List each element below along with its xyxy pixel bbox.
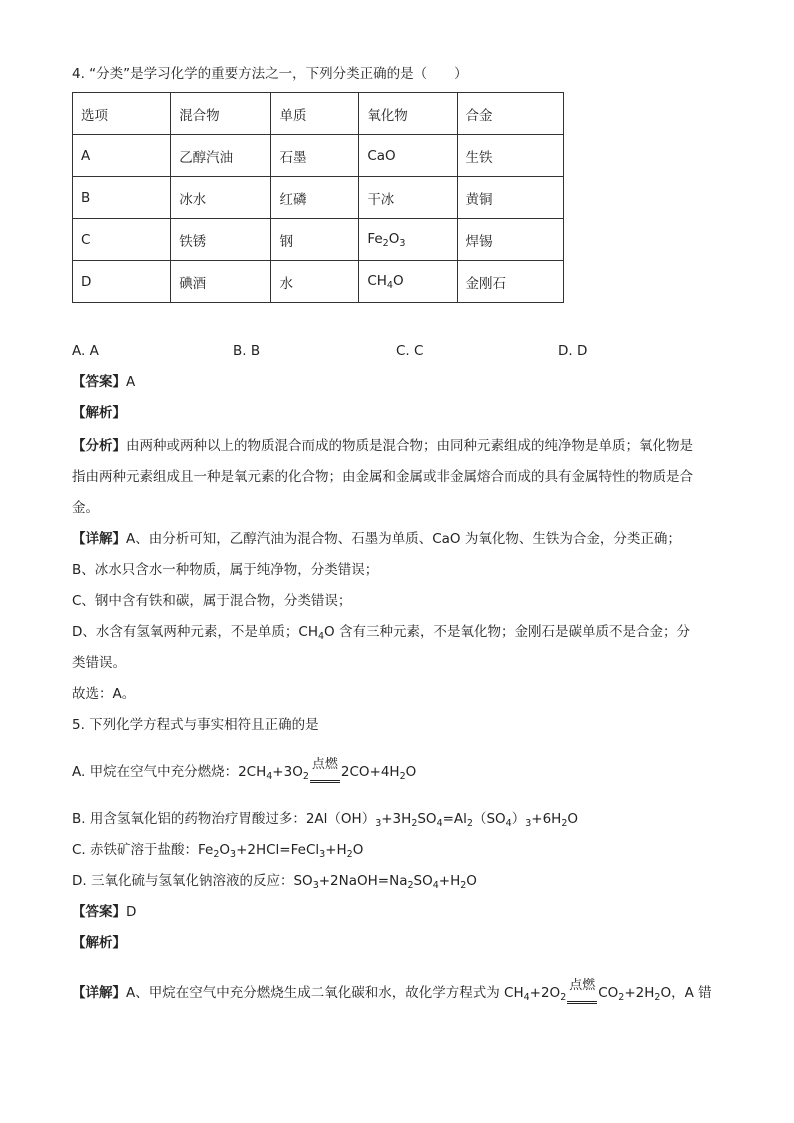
q4-detail-line5: 类错误。: [72, 655, 126, 671]
q4-detail-line3: C、钢中含有铁和碳，属于混合物，分类错误；: [72, 593, 352, 609]
option-c: C. C: [396, 343, 424, 359]
formula-part: CH: [367, 272, 387, 289]
condition-text: 点燃: [311, 757, 338, 772]
table-cell: 钢: [271, 219, 359, 261]
table-header: 选项: [73, 93, 171, 135]
q5-option-a: [72, 757, 417, 787]
fenxi-label: 【分析】: [72, 438, 126, 454]
subscript: 4: [266, 771, 273, 782]
table-cell: B: [73, 177, 171, 219]
table-cell: 黄铜: [457, 177, 564, 219]
table-cell: 铁锈: [171, 219, 271, 261]
option-text: =Al: [442, 811, 467, 827]
table-cell-formula: [359, 261, 457, 303]
option-text: B. 用含氢氧化铝的药物治疗胃酸过多：2Al（OH）: [72, 811, 376, 827]
table-header: 混合物: [171, 93, 271, 135]
reaction-condition: [310, 757, 340, 787]
detail-text: O，A 错: [660, 985, 712, 1001]
subscript: 4: [386, 279, 393, 291]
answer-value: A: [126, 374, 136, 390]
formula-part: O: [388, 230, 400, 247]
table-cell: CaO: [359, 135, 457, 177]
table-header: 单质: [271, 93, 359, 135]
table-header: 合金: [457, 93, 564, 135]
q4-stem: 4. “分类”是学习化学的重要方法之一，下列分类正确的是（ ）: [72, 66, 468, 82]
detail-text: D、水含有氢氧两种元素，不是单质；CH: [72, 624, 318, 640]
option-text: O: [405, 764, 417, 780]
option-text: +2NaOH=Na: [318, 873, 408, 889]
answer-label: 【答案】: [72, 374, 126, 390]
subscript: 2: [382, 237, 389, 249]
option-text: O: [466, 873, 477, 889]
table-cell: 碘酒: [171, 261, 271, 303]
table-row: [73, 135, 564, 177]
q5-answer: [72, 902, 136, 922]
option-text: SO: [413, 873, 433, 889]
xiangjie-label: 【详解】: [72, 985, 126, 1001]
classification-table: [72, 92, 564, 303]
subscript: 4: [317, 631, 325, 642]
option-a: A. A: [72, 343, 99, 359]
subscript: 3: [312, 880, 319, 891]
option-b: B. B: [233, 343, 261, 359]
table-cell: C: [73, 219, 171, 261]
subscript: 2: [213, 849, 220, 860]
option-text: SO: [417, 811, 437, 827]
table-header: 氧化物: [359, 93, 457, 135]
table-cell: 焊锡: [457, 219, 564, 261]
subscript: 2: [561, 818, 568, 829]
option-text: O: [219, 842, 231, 858]
subscript: 2: [618, 992, 625, 1003]
subscript: 2: [411, 818, 418, 829]
table-cell: 石墨: [271, 135, 359, 177]
formula-part: O: [392, 272, 404, 289]
subscript: 2: [399, 771, 406, 782]
subscript: 2: [654, 992, 661, 1003]
subscript: 4: [505, 818, 512, 829]
subscript: 2: [346, 849, 353, 860]
fenxi-text: 由两种或两种以上的物质混合而成的物质是混合物；由同种元素组成的纯净物是单质；氧化物是: [126, 438, 693, 454]
q5-stem: 5. 下列化学方程式与事实相符且正确的是: [72, 717, 319, 733]
q4-fenxi-line1: [72, 436, 693, 456]
table-cell: 水: [271, 261, 359, 303]
answer-value: D: [126, 904, 137, 920]
subscript: 3: [230, 849, 237, 860]
subscript: 2: [460, 880, 467, 891]
option-text: +2HCl=FeCl: [236, 842, 320, 858]
table-cell-formula: [359, 219, 457, 261]
table-cell: A: [73, 135, 171, 177]
subscript: 3: [525, 818, 532, 829]
option-text: ）: [511, 811, 526, 827]
table-cell: 乙醇汽油: [171, 135, 271, 177]
q4-analysis-label: [72, 403, 126, 423]
option-text: O: [352, 842, 364, 858]
detail-text: A、由分析可知，乙醇汽油为混合物、石墨为单质、CaO 为氧化物、生铁为合金，分类正确；: [126, 531, 681, 547]
condition-text: 点燃: [569, 978, 596, 993]
answer-label: 【答案】: [72, 904, 126, 920]
xiangjie-label: 【详解】: [72, 531, 126, 547]
option-d: D. D: [558, 343, 588, 359]
formula-part: Fe: [367, 230, 383, 247]
equals-bar: [310, 780, 340, 783]
subscript: 4: [432, 880, 439, 891]
analysis-label: 【解析】: [72, 405, 126, 421]
table-row: [73, 177, 564, 219]
q4-fenxi-line3: 金。: [72, 500, 99, 516]
detail-text: +2O: [529, 985, 561, 1001]
subscript: 4: [436, 818, 443, 829]
q4-answer: [72, 372, 135, 392]
reaction-condition: [567, 978, 597, 1008]
q5-option-b: [72, 809, 578, 834]
subscript: 4: [523, 992, 530, 1003]
q4-detail-line1: [72, 529, 681, 549]
subscript: 2: [560, 992, 567, 1003]
option-text: D. 三氧化硫与氢氧化钠溶液的反应：SO: [72, 873, 313, 889]
subscript: 3: [319, 849, 326, 860]
q5-option-c: [72, 840, 363, 865]
table-cell: 干冰: [359, 177, 457, 219]
detail-text: +2H: [624, 985, 655, 1001]
q4-detail-line4: [72, 622, 690, 647]
detail-text: O 含有三种元素，不是氧化物；金刚石是碳单质不是合金；分: [324, 624, 690, 640]
q5-option-d: [72, 871, 477, 896]
table-cell: 红磷: [271, 177, 359, 219]
subscript: 3: [399, 237, 406, 249]
equals-bar: [567, 1001, 597, 1004]
table-row: [73, 261, 564, 303]
option-text: 2CO+4H: [340, 764, 400, 780]
subscript: 2: [302, 771, 309, 782]
option-text: +3H: [381, 811, 412, 827]
analysis-label: 【解析】: [72, 935, 126, 951]
q4-detail-line2: B、冰水只含水一种物质，属于纯净物，分类错误；: [72, 562, 379, 578]
q4-choose: 故选：A。: [72, 686, 136, 702]
table-cell: 金刚石: [457, 261, 564, 303]
q4-fenxi-line2: 指由两种元素组成且一种是氧元素的化合物；由金属和金属或非金属熔合而成的具有金属特性的物质是合: [72, 469, 693, 485]
subscript: 2: [466, 818, 473, 829]
table-cell: 生铁: [457, 135, 564, 177]
option-text: C. 赤铁矿溶于盐酸：Fe: [72, 842, 214, 858]
q5-detail-line1: [72, 978, 712, 1008]
option-text: （SO: [472, 811, 506, 827]
option-text: O: [567, 811, 579, 827]
subscript: 3: [375, 818, 382, 829]
table-header-row: [73, 93, 564, 135]
subscript: 2: [407, 880, 414, 891]
table-cell: 冰水: [171, 177, 271, 219]
option-text: +H: [438, 873, 461, 889]
detail-text: A、甲烷在空气中充分燃烧生成二氧化碳和水，故化学方程式为 CH: [126, 985, 524, 1001]
table-row: [73, 219, 564, 261]
q5-analysis-label: [72, 933, 126, 953]
detail-text: CO: [598, 985, 619, 1001]
option-text: +6H: [531, 811, 562, 827]
table-cell: D: [73, 261, 171, 303]
option-text: +H: [325, 842, 347, 858]
option-text: +3O: [272, 764, 303, 780]
option-text: A. 甲烷在空气中充分燃烧：2CH: [72, 764, 267, 780]
